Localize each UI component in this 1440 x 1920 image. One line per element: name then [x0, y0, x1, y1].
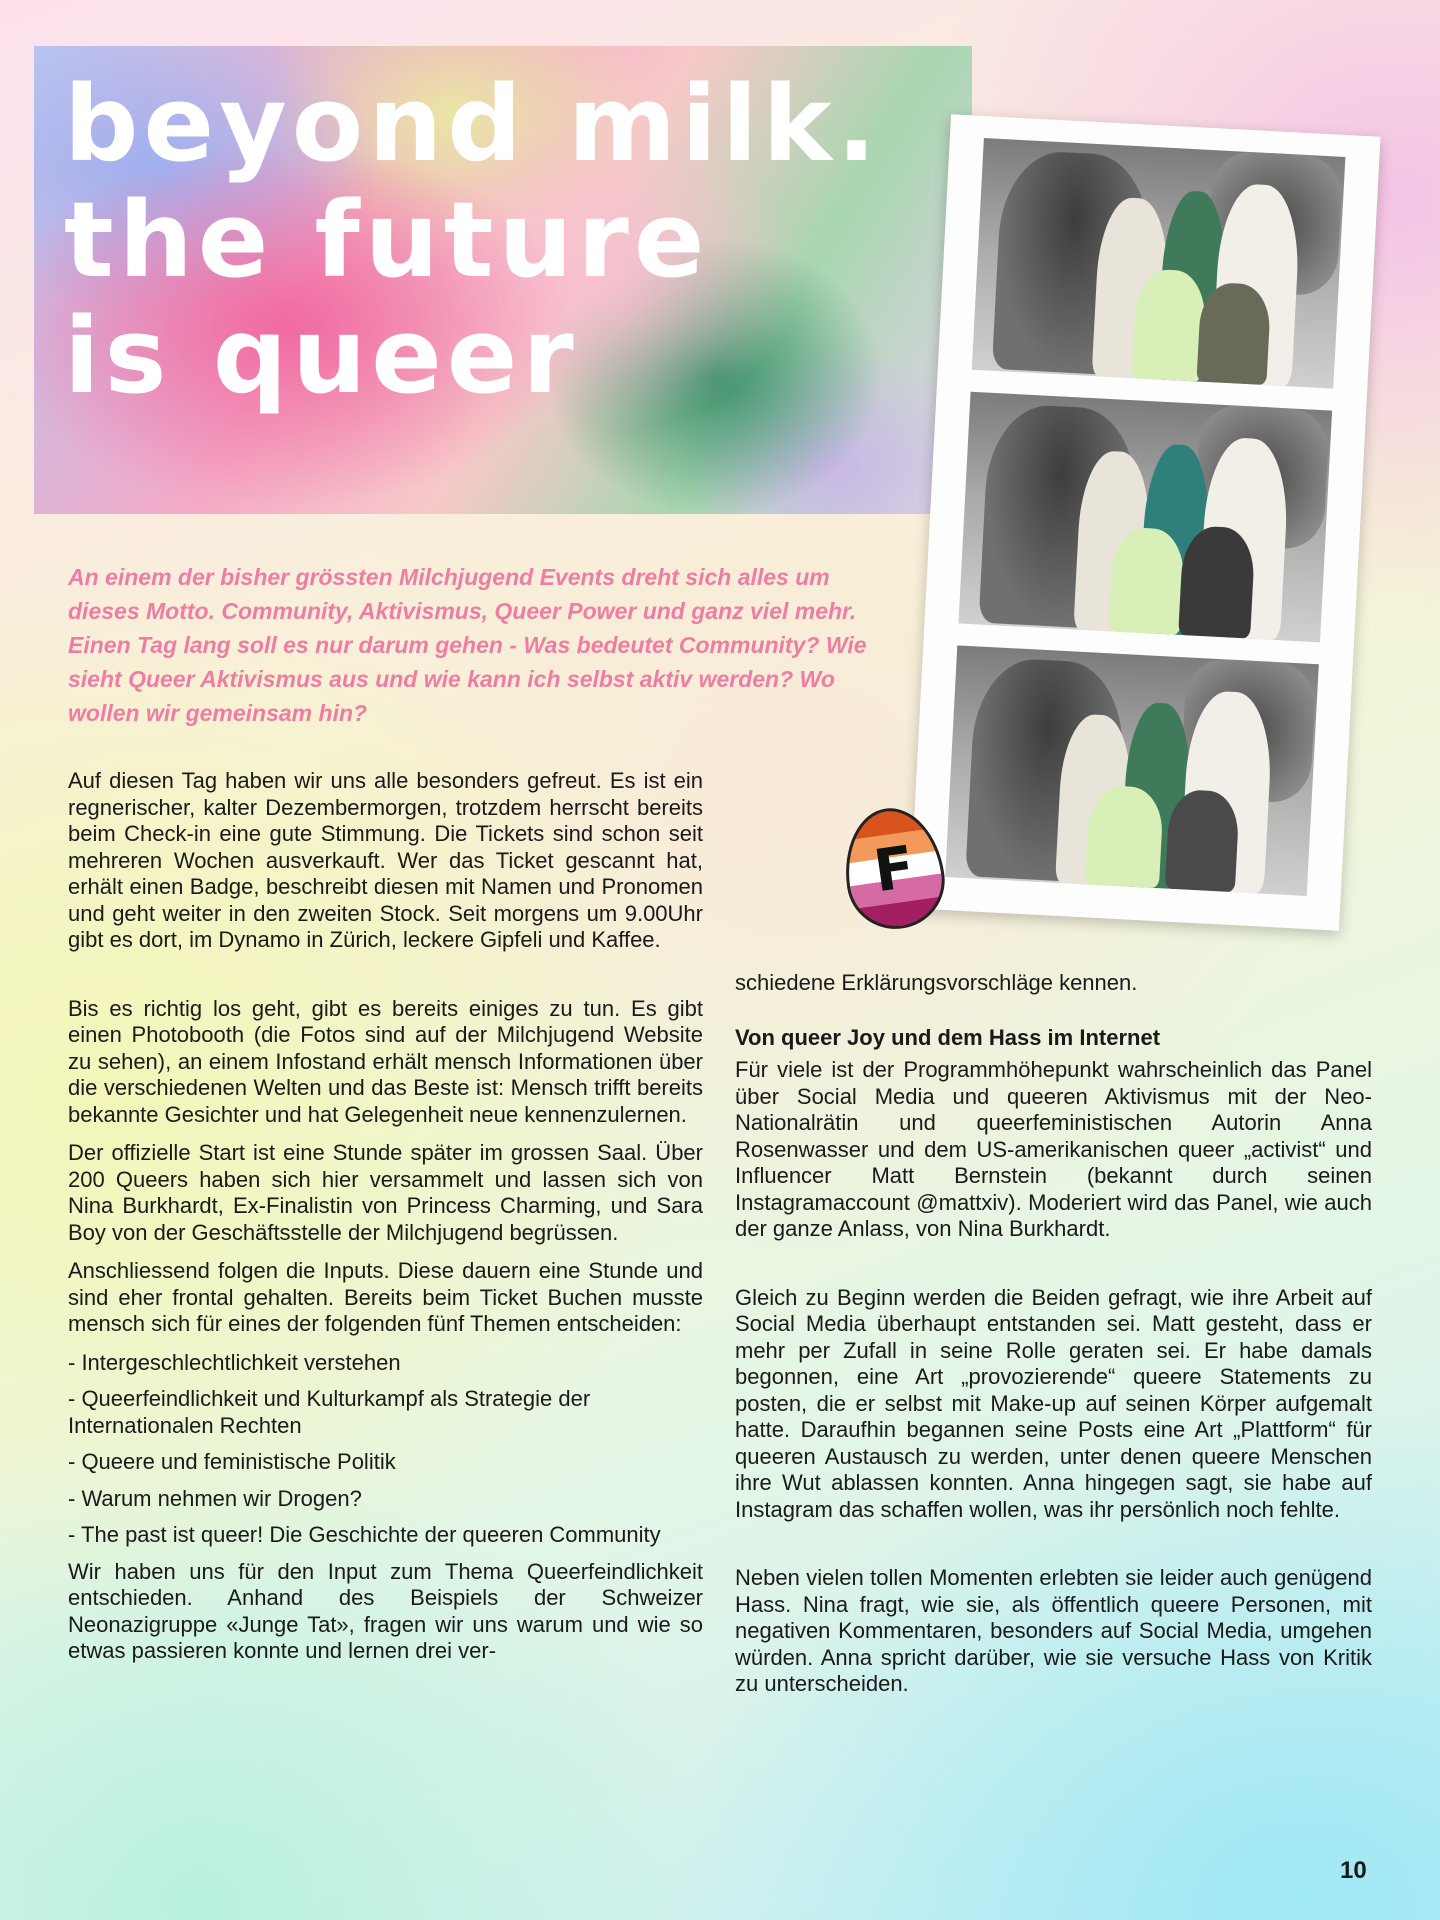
photobooth-strip	[909, 114, 1380, 930]
photobooth-photo	[972, 138, 1346, 389]
photobooth-photo	[945, 645, 1319, 896]
topic-list-item: - Queere und feministische Politik	[68, 1449, 396, 1474]
paragraph: Bis es richtig los geht, gibt es bereits einiges zu tun. Es gibt einen Photobooth (die Fotos sind auf der Milchjugend Website zu sehen), an einem Infostand erhält mensch Informationen über die verschiedenen Welten und das Beste ist: Mensch trifft bereits bekannte Gesichter und hat Gelegenheit neue kennenzulernen.	[68, 995, 703, 1127]
hero-title: beyond milk. the future is queer	[64, 63, 882, 417]
page-number: 10	[1340, 1857, 1367, 1884]
paragraph: Anschliessend folgen die Inputs. Diese dauern eine Stunde und sind eher frontal gehalten. Bereits beim Ticket Buchen musste mensch sich für eines der folgenden fünf Themen entscheiden:	[68, 1258, 703, 1336]
paragraph: Neben vielen tollen Momenten erlebten sie leider auch genügend Hass. Nina fragt, wie sie, als öffentlich queere Personen, mit negativen Kommentaren, besonders auf Social Media, umgehen würden. Anna spricht darüber, wie sie versuche Hass von Kritik zu unterscheiden.	[735, 1565, 1372, 1696]
article-column-left	[68, 768, 703, 1677]
egg-letter: F	[869, 832, 919, 906]
article-column-right	[735, 970, 1372, 1710]
section-heading: Von queer Joy und dem Hass im Internet	[735, 1024, 1161, 1050]
paragraph: Wir haben uns für den Input zum Thema Queerfeindlichkeit entschieden. Anhand des Beispiels der Schweizer Neonazigruppe «Junge Tat», fragen wir uns warum und wie so etwas passieren konnte und lernen drei ver-	[68, 1558, 703, 1663]
paragraph: Der offizielle Start ist eine Stunde später im grossen Saal. Über 200 Queers haben sich hier versammelt und lassen sich von Nina Burkhardt, Ex-Finalistin von Princess Charming, und Sara Boy von der Geschäftsstelle der Milchjugend begrüssen.	[68, 1140, 703, 1245]
paragraph-continuation: schiedene Erklärungsvorschläge kennen.	[735, 970, 1138, 995]
lead-paragraph: An einem der bisher grössten Milchjugend Events dreht sich alles um dieses Motto. Community, Aktivismus, Queer Power und ganz viel mehr. Einen Tag lang soll es nur darum gehen - Was bedeutet Community? Wie sieht Queer Aktivismus aus und wie kann ich selbst aktiv werden? Wo wollen wir gemeinsam hin?	[68, 564, 867, 726]
topic-list-item: - Queerfeindlichkeit und Kulturkampf als Strategie der Internationalen Rechten	[68, 1386, 591, 1438]
topic-list-item: - The past ist queer! Die Geschichte der queeren Community	[68, 1522, 661, 1547]
hero-banner	[34, 46, 972, 514]
paragraph: Gleich zu Beginn werden die Beiden gefragt, wie ihre Arbeit auf Social Media überhaupt entstanden sei. Matt gesteht, dass er mehr per Zufall in seine Rolle geraten sei. Er habe damals begonnen, eine Art „provozierende“ queere Statements zu posten, die er selbst mit Make-up auf seinen Körper aufgemalt hatte. Daraufhin begannen seine Posts eine Art „Plattform“ für queeren Austausch zu werden, unter denen queere Menschen ihre Wut ablassen konnten. Anna hingegen sagt, sie habe auf Instagram das schaffen wollen, was ihr persönlich noch fehlte.	[735, 1284, 1372, 1522]
paragraph: Auf diesen Tag haben wir uns alle besonders gefreut. Es ist ein regnerischer, kalter Dezembermorgen, trotzdem herrscht bereits beim Check-in eine gute Stimmung. Die Tickets sind schon seit mehreren Wochen ausverkauft. Wer das Ticket gescannt hat, erhält einen Badge, beschreibt diesen mit Namen und Pronomen und geht weiter in den zweiten Stock. Seit morgens um 9.00Uhr gibt es dort, im Dynamo in Zürich, leckere Gipfeli und Kaffee.	[68, 768, 703, 952]
paragraph: Für viele ist der Programmhöhepunkt wahrscheinlich das Panel über Social Media und queeren Aktivismus mit der Neo-Nationalrätin und queerfeministischen Autorin Anna Rosenwasser und dem US-amerikanischen queer „activist“ und Influencer Matt Bernstein (bekannt durch seinen Instagramaccount @mattxiv). Moderiert wird das Panel, wie auch der ganze Anlass, von Nina Burkhardt.	[735, 1057, 1372, 1241]
topic-list-item: - Warum nehmen wir Drogen?	[68, 1485, 362, 1511]
photobooth-photo	[958, 392, 1332, 643]
topic-list-item: - Intergeschlechtlichkeit verstehen	[68, 1349, 401, 1375]
